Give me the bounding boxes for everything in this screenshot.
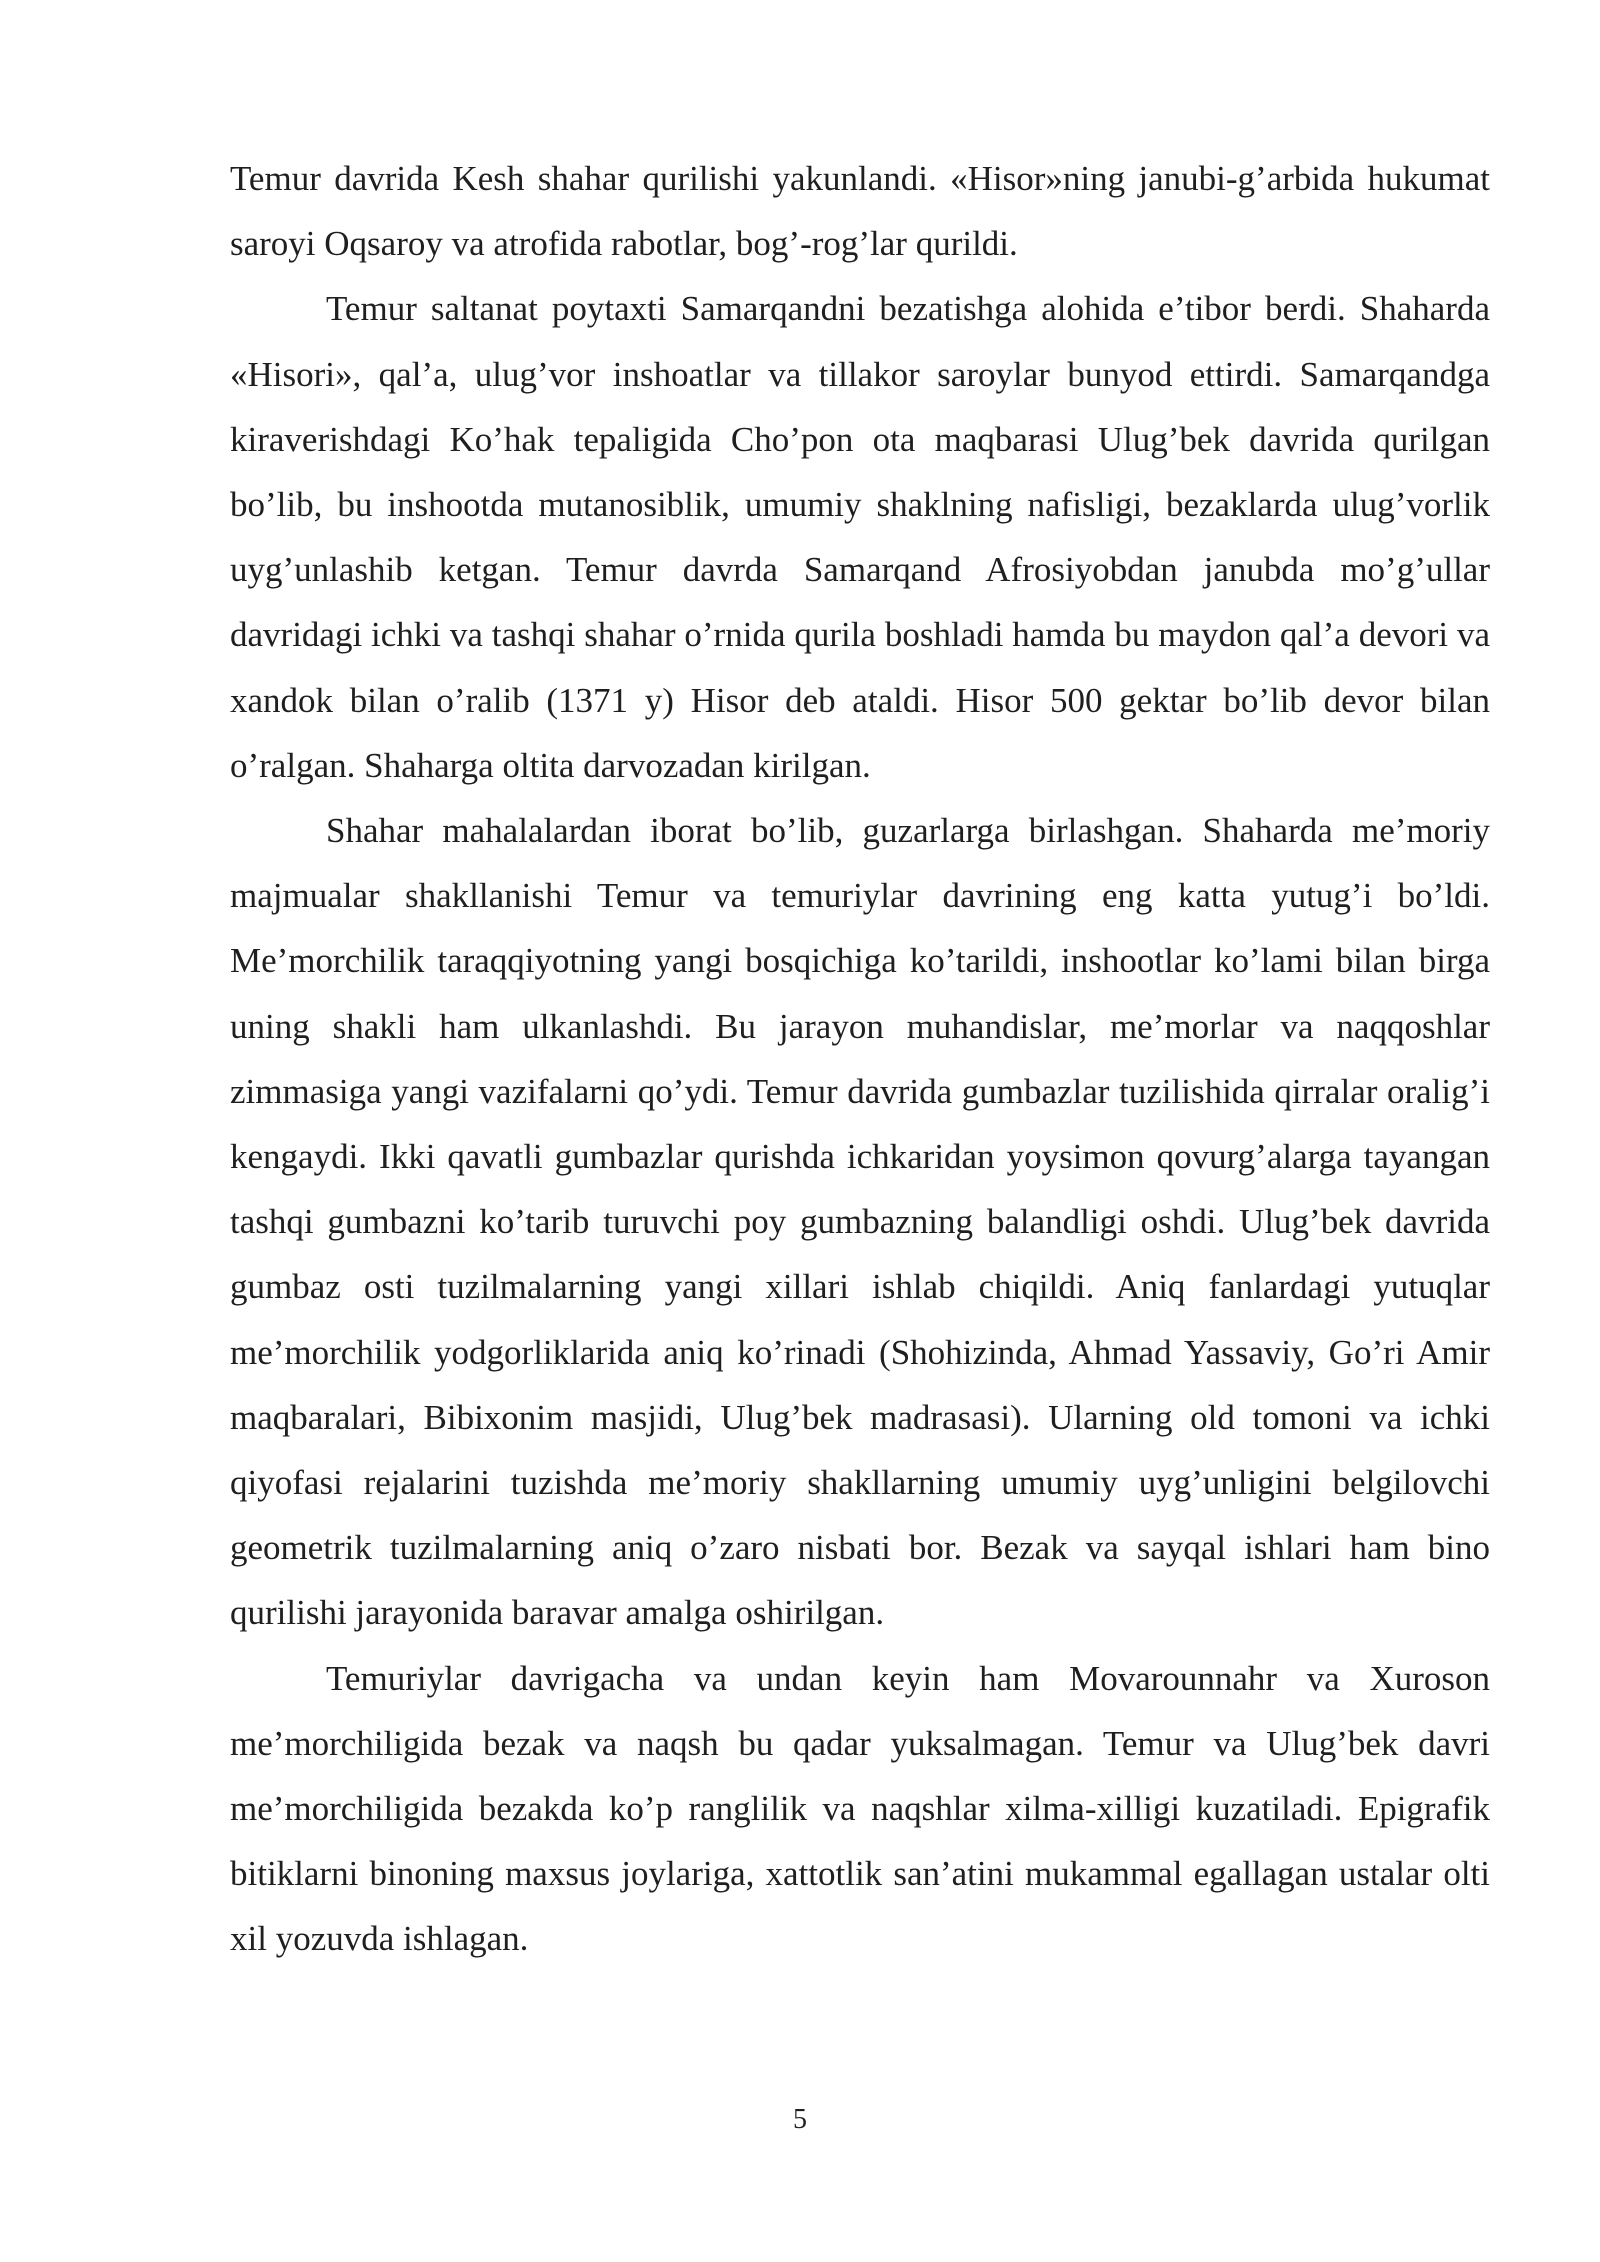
paragraph: Temuriylar davrigacha va undan keyin ham Movarounnahr va Xuroson me’morchiligida bezak va naqsh bu qadar yuksalmagan. Temur va Ulug’bek davri me’morchiligida bezakda ko’p ranglilik va naqshlar xilma-xilligi kuzatiladi. Epigrafik bitiklarni binoning maxsus joylariga, xattotlik san’atini mukammal egallagan ustalar olti xil yozuvda ishlagan. [230,1658,1490,1959]
page-number: 5 [793,2104,807,2135]
paragraph: Temur saltanat poytaxti Samarqandni bezatishga alohida e’tibor berdi. Shaharda «Hisori», qal’a, ulug’vor inshoatlar va tillakor saroylar bunyod ettirdi. Samarqandga kiraverishdagi Ko’hak tepaligida Cho’pon ota maqbarasi Ulug’bek davrida qurilgan bo’lib, bu inshootda mutanosiblik, umumiy shaklning nafisligi, bezaklarda ulug’vorlik uyg’unlashib ketgan. Temur davrda Samarqand Afrosiyobdan janubda mo’g’ullar davridagi ichki va tashqi shahar o’rnida qurila boshladi hamda bu maydon qal’a devori va xandok bilan o’ralib (1371 y) Hisor deb ataldi. Hisor 500 gektar bo’lib devor bilan o’ralgan. Shaharga oltita darvozadan kirilgan. [230,289,1490,785]
paragraph: Shahar mahalalardan iborat bo’lib, guzarlarga birlashgan. Shaharda me’moriy majmualar shakllanishi Temur va temuriylar davrining eng katta yutug’i bo’ldi. Me’morchilik taraqqiyotning yangi bosqichiga ko’tarildi, inshootlar ko’lami bilan birga uning shakli ham ulkanlashdi. Bu jarayon muhandislar, me’morlar va naqqoshlar zimmasiga yangi vazifalarni qo’ydi. Temur davrida gumbazlar tuzilishida qirralar oralig’i kengaydi. Ikki qavatli gumbazlar qurishda ichkaridan yoysimon qovurg’alarga tayangan tashqi gumbazni ko’tarib turuvchi poy gumbazning balandligi oshdi. Ulug’bek davrida gumbaz osti tuzilmalarning yangi xillari ishlab chiqildi. Aniq fanlardagi yutuqlar me’morchilik yodgorliklarida aniq ko’rinadi (Shohizinda, Ahmad Yassaviy, Go’ri Amir maqbaralari, Bibixonim masjidi, Ulug’bek madrasasi). Ularning old tomoni va ichki qiyofasi rejalarini tuzishda me’moriy shakllarning umumiy uyg’unligini belgilovchi geometrik tuzilmalarning aniq o’zaro nisbati bor. Bezak va sayqal ishlari ham bino qurilishi jarayonida baravar amalga oshirilgan. [230,811,1490,1633]
body-text [230,146,1490,1972]
paragraph-continuation: Temur davrida Kesh shahar qurilishi yakunlandi. «Hisor»ning janubi-g’arbida hukumat saroyi Oqsaroy va atrofida rabotlar, bog’-rog’lar qurildi. [230,159,1490,264]
